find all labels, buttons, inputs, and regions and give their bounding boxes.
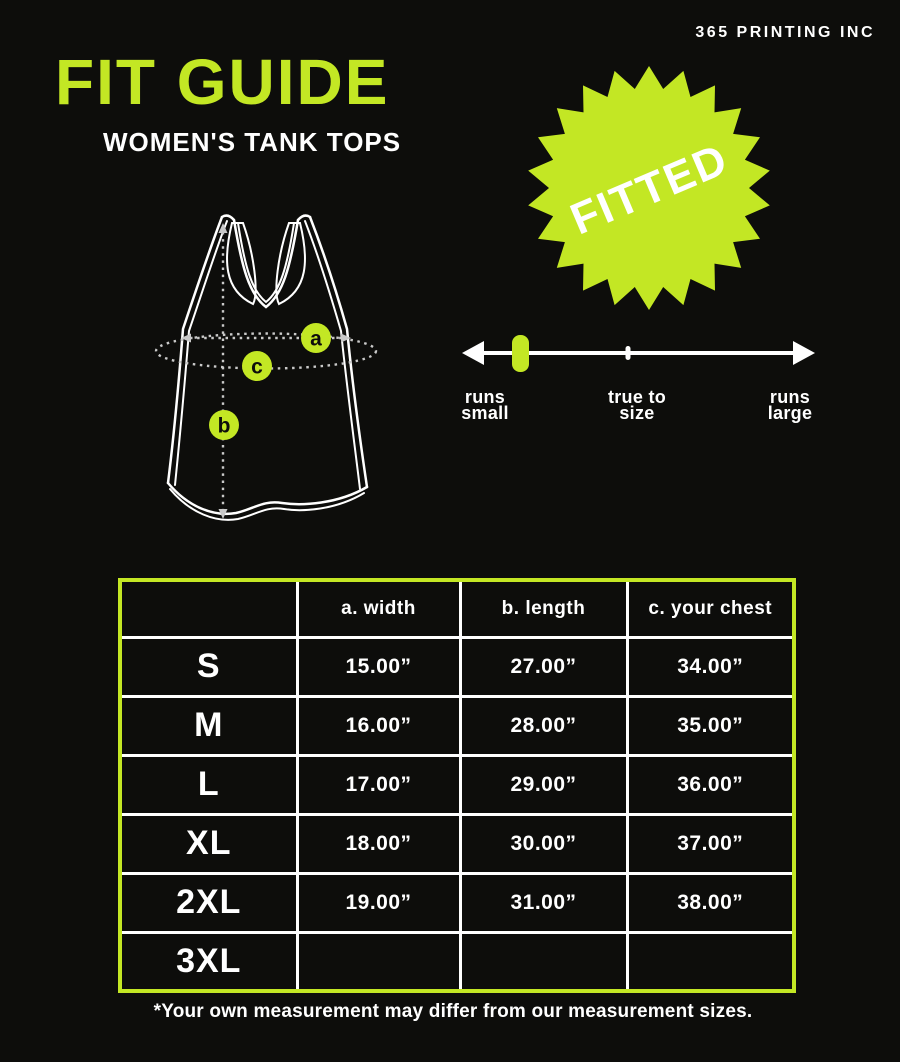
cell-chest: 37.00” <box>627 814 794 873</box>
label-line: small <box>461 403 509 423</box>
tank-top-diagram <box>130 190 410 530</box>
table-row <box>120 873 794 932</box>
fit-scale-midpoint-tick <box>626 346 631 360</box>
cell-size: XL <box>120 814 297 873</box>
fitted-starburst-badge <box>527 66 771 310</box>
table-row <box>120 814 794 873</box>
cell-size: 2XL <box>120 873 297 932</box>
brand-text: 365 PRINTING INC <box>695 24 875 41</box>
footnote: *Your own measurement may differ from our measurement sizes. <box>153 1001 753 1022</box>
cell-width <box>297 932 460 991</box>
label-line: true to <box>607 387 667 407</box>
table-row <box>120 637 794 696</box>
cell-length: 28.00” <box>460 696 627 755</box>
table-row <box>120 755 794 814</box>
marker-c-label: c <box>251 355 263 379</box>
size-table-header-length: b. length <box>460 580 627 637</box>
fit-scale-label-runs-small <box>445 389 525 421</box>
table-row <box>120 696 794 755</box>
cell-width: 17.00” <box>297 755 460 814</box>
size-table-header-chest: c. your chest <box>627 580 794 637</box>
cell-length: 30.00” <box>460 814 627 873</box>
badge-label: FITTED <box>563 134 736 245</box>
marker-b-label: b <box>217 414 231 438</box>
size-table-header-width: a. width <box>297 580 460 637</box>
fit-scale-label-runs-large <box>750 389 830 421</box>
cell-chest: 35.00” <box>627 696 794 755</box>
marker-b <box>209 410 239 440</box>
cell-size: L <box>120 755 297 814</box>
cell-size: M <box>120 696 297 755</box>
cell-length: 31.00” <box>460 873 627 932</box>
cell-chest: 38.00” <box>627 873 794 932</box>
label-line: runs <box>769 387 811 407</box>
marker-a-label: a <box>310 327 322 351</box>
cell-length: 27.00” <box>460 637 627 696</box>
cell-chest: 36.00” <box>627 755 794 814</box>
right-arrowhead-icon <box>793 341 815 365</box>
cell-size: S <box>120 637 297 696</box>
fit-scale-marker <box>512 335 529 372</box>
fit-scale <box>448 325 868 385</box>
label-line: large <box>767 403 813 423</box>
left-arrowhead-icon <box>462 341 484 365</box>
cell-length: 29.00” <box>460 755 627 814</box>
cell-length <box>460 932 627 991</box>
cell-size: 3XL <box>120 932 297 991</box>
label-line: size <box>619 403 655 423</box>
page-title: FIT GUIDE <box>55 46 390 118</box>
marker-a <box>301 323 331 353</box>
size-table <box>118 578 796 993</box>
cell-width: 16.00” <box>297 696 460 755</box>
cell-width: 18.00” <box>297 814 460 873</box>
marker-c <box>242 351 272 381</box>
cell-width: 19.00” <box>297 873 460 932</box>
size-table-header-size <box>120 580 297 637</box>
page-subtitle: WOMEN'S TANK TOPS <box>103 127 402 157</box>
fit-scale-label-true-to-size <box>577 389 697 421</box>
table-row <box>120 932 794 991</box>
label-line: runs <box>464 387 506 407</box>
cell-chest <box>627 932 794 991</box>
cell-width: 15.00” <box>297 637 460 696</box>
cell-chest: 34.00” <box>627 637 794 696</box>
table-header-row <box>120 580 794 637</box>
